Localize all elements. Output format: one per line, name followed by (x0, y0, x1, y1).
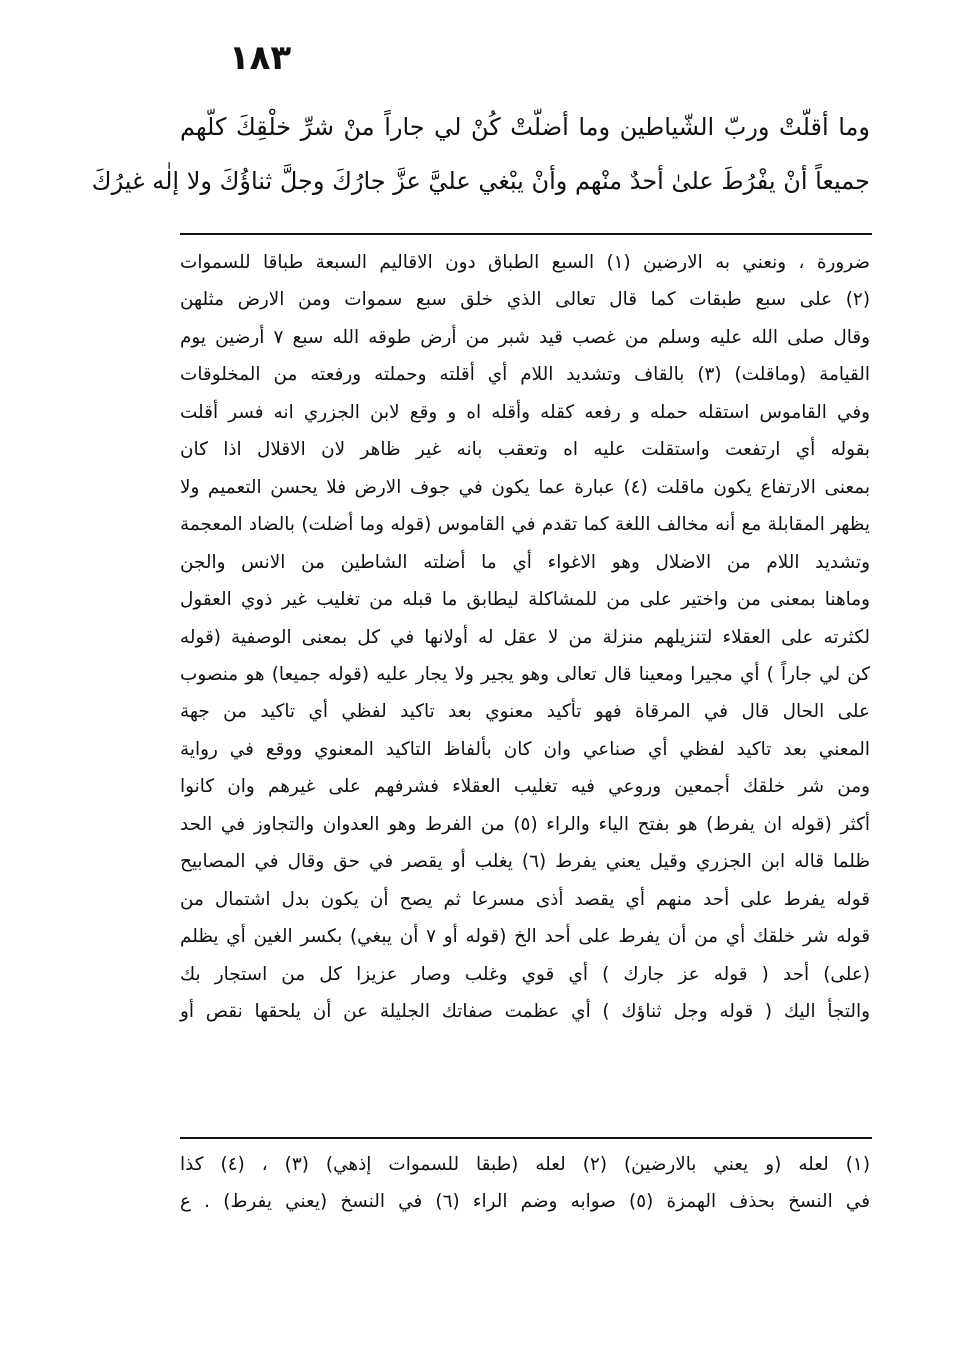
commentary-line: (على) أحد ( قوله عز جارك ) أي قوي وغلب وصار عزيزا كل من استجار بك (180, 963, 870, 985)
top-divider (180, 233, 872, 235)
commentary-line: وفي القاموس استقله حمله و رفعه كقله وأقله اه و وقع لابن الجزري انه فسر أقلت (180, 401, 870, 423)
commentary-line: وماهنا بمعنى من واختير على من للمشاكلة ليطابق ما قبله من تغليب غير ذوي العقول (180, 589, 870, 611)
commentary-line: قوله يفرط على أحد منهم أي يقصد أذى مسرعا ثم يصح أن يكون بدل اشتمال من (180, 888, 870, 910)
commentary-line: (٢) على سبع طبقات كما قال تعالى الذي خلق سبع سموات ومن الارض مثلهن (180, 289, 870, 311)
main-text-line: جميعاً أنْ يفْرُطَ علىٰ أحدٌ منْهم وأنْ يبْغي عليَّ عزَّ جارُكَ وجلَّ ثناؤُكَ ولا إلٰه غيرُكَ (91, 167, 870, 195)
commentary-line: ومن شر خلقك أجمعين وروعي فيه تغليب العقلاء فشرفهم على غيرهم وان كانوا (180, 776, 870, 798)
footnote-divider (180, 1137, 872, 1139)
commentary-line: كن لي جاراً ) أي مجيرا ومعينا قال تعالى وهو يجير ولا يجار عليه (قوله جميعا) هو منصوب (180, 663, 870, 685)
commentary-line: وتشديد اللام من الاضلال وهو الاغواء أي ما أضلته الشاطين من الانس والجن (180, 551, 870, 573)
commentary-line: ضرورة ، ونعني به الارضين (١) السبع الطباق دون الاقاليم السبعة طباقا للسموات (180, 252, 870, 273)
commentary-line: قوله شر خلقك أي من أن يفرط على أحد الخ (قوله أو ٧ أن يبغي) بكسر الغين أي يظلم (180, 926, 870, 948)
footnotes (180, 1146, 870, 1220)
commentary-line: ظلما قاله ابن الجزري وقيل يعني يفرط (٦) يغلب أو يقصر في حق وقال في المصابيح (180, 851, 870, 873)
commentary-line: بقوله أي ارتفعت واستقلت عليه اه وتعقب بانه غير ظاهر لان الاقلال اذا كان (180, 439, 870, 461)
footnote-line: (١) لعله (و يعني بالارضين) (٢) لعله (طبقا للسموات إذهي) (٣) ، (٤) كذا (180, 1154, 870, 1175)
commentary-text (180, 244, 870, 1031)
commentary-line: والتجأ اليك ( قوله وجل ثناؤك ) أي عظمت صفاتك الجليلة عن أن يلحقها نقص أو (180, 1001, 870, 1023)
commentary-line: لكثرته على العقلاء لتنزيلهم منزلة من لا عقل له أولانها في كل بمعنى الوصفية (قوله (180, 626, 870, 648)
commentary-line: أكثر (قوله ان يفرط) هو بفتح الياء والراء (٥) من الفرط وهو العدوان والتجاوز في الحد (180, 813, 870, 835)
main-text-line: وما أقلّتْ وربّ الشّياطين وما أضلّتْ كُنْ لي جاراً منْ شرِّ خلْقِكَ كلّهم (180, 113, 870, 141)
commentary-line: وقال صلى الله عليه وسلم من غصب قيد شبر من أرض طوقه الله سبع ٧ أرضين يوم (180, 326, 870, 348)
commentary-line: يظهر المقابلة مع أنه مخالف اللغة كما تقدم في القاموس (قوله وما أضلت) بالضاد المعجمة (180, 514, 870, 536)
commentary-line: القيامة (وماقلت) (٣) بالقاف وتشديد اللام أي أقلته وحملته ورفعته من المخلوقات (180, 364, 871, 386)
page-number: ١٨٣ (228, 38, 292, 78)
main-supplication-text (91, 100, 870, 208)
commentary-line: بمعنى الارتفاع يكون ماقلت (٤) عبارة عما يكون في جوف الارض فلا يحسن التعميم ولا (180, 476, 870, 498)
commentary-line: المعني بعد تاكيد لفظي أي صناعي وان كان بألفاظ التاكيد المعنوي ووقع في رواية (180, 738, 870, 760)
footnote-line: في النسخ بحذف الهمزة (٥) صوابه وضم الراء (٦) في النسخ (يعني يفرط) . ع (180, 1191, 870, 1212)
commentary-line: على الحال قال في المرقاة فهو تأكيد معنوي بعد تاكيد لفظي أي تاكيد من جهة (180, 701, 870, 723)
